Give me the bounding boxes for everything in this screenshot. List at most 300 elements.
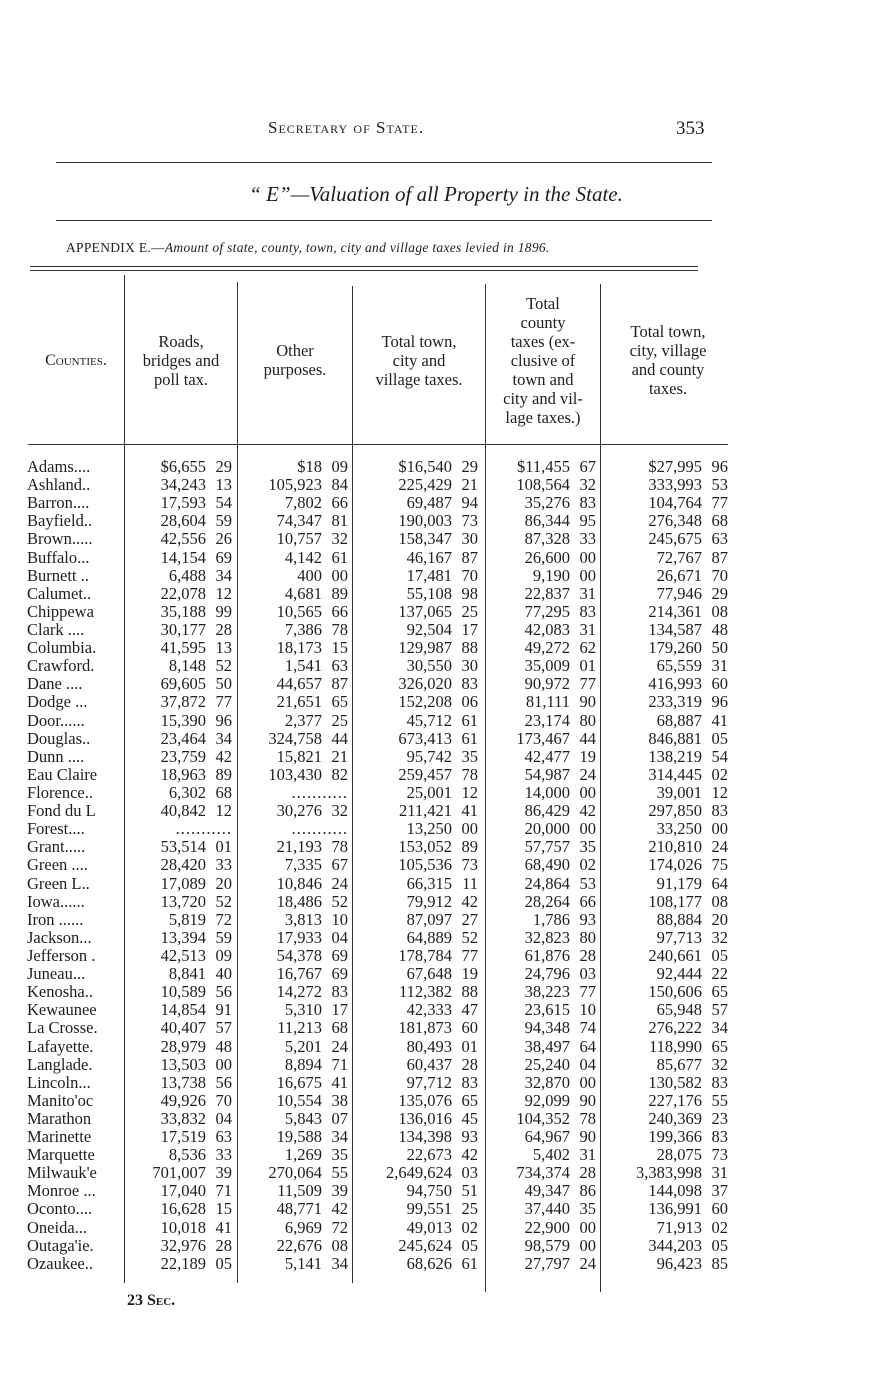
table-row <box>0 929 872 947</box>
total-value <box>657 567 728 585</box>
cents: 52 <box>461 927 478 947</box>
cents: 78 <box>331 837 348 857</box>
town-value <box>398 856 478 874</box>
other-value <box>277 1200 348 1218</box>
total-value <box>657 1001 728 1019</box>
county-name: Ashland.. <box>27 476 91 495</box>
total-value <box>657 929 728 947</box>
other-value <box>285 1219 348 1237</box>
dollars: 99,551 <box>406 1199 452 1219</box>
table-row <box>0 1019 872 1037</box>
dollars: $18 <box>297 457 322 476</box>
cents: 89 <box>461 837 478 857</box>
roads-value <box>161 1128 232 1146</box>
cents: 77 <box>579 674 596 694</box>
county-name: Milwauk'e <box>27 1164 97 1183</box>
dollars: 245,675 <box>648 529 702 549</box>
cents: 91 <box>215 1000 232 1020</box>
county-tax-value <box>525 712 596 730</box>
cents: 59 <box>215 927 232 947</box>
county-tax-value <box>525 1237 596 1255</box>
dollars: 33,832 <box>160 1108 206 1128</box>
dollars: 98,579 <box>524 1235 570 1255</box>
total-value <box>648 621 728 639</box>
other-value <box>277 693 348 711</box>
dollars: 28,979 <box>160 1036 206 1056</box>
dollars: 270,064 <box>268 1163 322 1183</box>
cents: 02 <box>711 1217 728 1237</box>
cents: 94 <box>461 493 478 513</box>
table-row <box>0 875 872 893</box>
town-value <box>398 530 478 548</box>
dollars: 4,142 <box>284 547 322 567</box>
other-value <box>277 530 348 548</box>
town-value <box>398 1110 478 1128</box>
roads-value <box>161 675 232 693</box>
dollars: 74,347 <box>276 511 322 531</box>
table-row <box>0 784 872 802</box>
cents: 24 <box>331 1036 348 1056</box>
county-tax-value <box>525 1038 596 1056</box>
dollars: 71,913 <box>656 1217 702 1237</box>
total-value <box>648 1200 728 1218</box>
roads-value <box>169 1146 232 1164</box>
dollars: 57,757 <box>524 837 570 857</box>
dollars: 66,315 <box>406 873 452 893</box>
dollars: 13,250 <box>406 819 452 839</box>
dollars: 276,348 <box>648 511 702 531</box>
roads-value <box>161 549 232 567</box>
total-value <box>648 1128 728 1146</box>
cents: 21 <box>331 746 348 766</box>
county-name: Marinette <box>27 1128 92 1147</box>
dollars: 54,378 <box>276 945 322 965</box>
cents: 01 <box>461 1036 478 1056</box>
cents: 50 <box>711 638 728 658</box>
other-value <box>285 1146 348 1164</box>
cents: 44 <box>579 728 596 748</box>
town-value <box>407 621 478 639</box>
county-name: Dodge ... <box>27 693 88 712</box>
dollars: 97,713 <box>656 927 702 947</box>
other-value <box>285 712 348 730</box>
header-county-tax <box>486 275 600 445</box>
dollars: 8,894 <box>284 1054 322 1074</box>
dollars: 88,884 <box>656 909 702 929</box>
town-value <box>386 1164 478 1182</box>
dollars: 17,933 <box>276 927 322 947</box>
dollars: 94,348 <box>524 1018 570 1038</box>
cents: 59 <box>215 511 232 531</box>
header-total <box>601 275 735 445</box>
total-value <box>657 875 728 893</box>
dollars: 86,429 <box>524 801 570 821</box>
dollars: 227,176 <box>648 1090 702 1110</box>
cents: 61 <box>331 547 348 567</box>
cents: 34 <box>331 1253 348 1273</box>
dollars: 276,222 <box>648 1018 702 1038</box>
other-value <box>285 1110 348 1128</box>
total-value <box>657 1056 728 1074</box>
cents: 68 <box>711 511 728 531</box>
dollars: 5,310 <box>284 1000 322 1020</box>
town-value <box>398 512 478 530</box>
dollars: 6,969 <box>284 1217 322 1237</box>
cents: 39 <box>331 1181 348 1201</box>
dollars: 210,810 <box>648 837 702 857</box>
county-name: Chippewa <box>27 602 94 621</box>
dollars: 344,203 <box>648 1235 702 1255</box>
cents: 51 <box>461 1181 478 1201</box>
other-value <box>285 911 348 929</box>
cents: 04 <box>215 1108 232 1128</box>
dollars: 96,423 <box>656 1253 702 1273</box>
cents: 77 <box>579 982 596 1002</box>
total-value <box>657 820 728 838</box>
county-tax-value <box>525 1219 596 1237</box>
other-value <box>285 1056 348 1074</box>
dollars: 44,657 <box>276 674 322 694</box>
cents: 61 <box>461 710 478 730</box>
roads-value <box>161 621 232 639</box>
cents: 39 <box>215 1163 232 1183</box>
cents: 93 <box>579 909 596 929</box>
header-other <box>238 275 352 445</box>
blank-leader: ........... <box>291 819 348 839</box>
town-value <box>407 911 478 929</box>
dollars: 14,854 <box>160 1000 206 1020</box>
county-tax-value <box>525 1200 596 1218</box>
county-name: Lincoln... <box>27 1073 91 1092</box>
total-value <box>648 1074 728 1092</box>
other-value <box>277 1182 348 1200</box>
town-value <box>407 1219 478 1237</box>
total-value <box>648 893 728 911</box>
cents: 73 <box>711 1145 728 1165</box>
table-row <box>0 1110 872 1128</box>
county-tax-value <box>525 1255 596 1273</box>
dollars: 297,850 <box>648 801 702 821</box>
cents: 56 <box>215 982 232 1002</box>
dollars: 85,677 <box>656 1054 702 1074</box>
town-value <box>407 929 478 947</box>
table-row <box>0 748 872 766</box>
dollars: 28,075 <box>656 1145 702 1165</box>
dollars: 134,398 <box>398 1127 452 1147</box>
header-county-tax-line: Total <box>526 293 560 313</box>
table-row <box>0 838 872 856</box>
county-tax-value <box>517 458 596 476</box>
cents: 63 <box>711 529 728 549</box>
county-name: Outaga'ie. <box>27 1236 94 1255</box>
cents: 56 <box>215 1072 232 1092</box>
roads-value <box>161 1038 232 1056</box>
cents: 31 <box>579 619 596 639</box>
dollars: 15,390 <box>160 710 206 730</box>
table-body <box>0 458 872 1273</box>
cents: 22 <box>711 964 728 984</box>
dollars: 69,487 <box>406 493 452 513</box>
cents: 35 <box>461 746 478 766</box>
dollars: 240,661 <box>648 945 702 965</box>
total-value <box>657 1146 728 1164</box>
dollars: 152,208 <box>398 692 452 712</box>
cents: 81 <box>331 511 348 531</box>
cents: 32 <box>711 1054 728 1074</box>
cents: 12 <box>215 801 232 821</box>
cents: 28 <box>215 619 232 639</box>
cents: 23 <box>711 1108 728 1128</box>
roads-value <box>161 1074 232 1092</box>
other-value <box>297 567 348 585</box>
county-name: Door...... <box>27 711 85 730</box>
cents: 00 <box>579 819 596 839</box>
total-value <box>636 1164 728 1182</box>
county-name: Manito'oc <box>27 1091 94 1110</box>
roads-value <box>152 1164 232 1182</box>
dollars: 190,003 <box>398 511 452 531</box>
table-row <box>0 621 872 639</box>
county-name: Kewaunee <box>27 1001 97 1020</box>
dollars: 10,589 <box>160 982 206 1002</box>
county-name: Calumet.. <box>27 584 92 603</box>
table-row <box>0 639 872 657</box>
cents: 02 <box>579 855 596 875</box>
cents: 06 <box>461 692 478 712</box>
header-county-tax-line: clusive of <box>510 350 576 370</box>
county-tax-value <box>525 585 596 603</box>
dollars: 11,509 <box>277 1181 322 1201</box>
county-name: Kenosha.. <box>27 983 93 1002</box>
town-value <box>407 784 478 802</box>
cents: 87 <box>711 547 728 567</box>
cents: 96 <box>711 457 728 476</box>
dollars: 734,374 <box>516 1163 570 1183</box>
total-value <box>657 1219 728 1237</box>
table-row <box>0 1056 872 1074</box>
county-tax-value <box>525 530 596 548</box>
table-row <box>0 1164 872 1182</box>
table-row <box>0 820 872 838</box>
cents: 67 <box>331 855 348 875</box>
dollars: 64,967 <box>524 1127 570 1147</box>
town-value <box>398 693 478 711</box>
table-row <box>0 965 872 983</box>
dollars: 13,738 <box>160 1072 206 1092</box>
cents: 24 <box>711 837 728 857</box>
cents: 04 <box>331 927 348 947</box>
dollars: 10,018 <box>160 1217 206 1237</box>
cents: 68 <box>215 782 232 802</box>
dollars: 3,383,998 <box>636 1163 702 1183</box>
cents: 87 <box>331 674 348 694</box>
dollars: 86,344 <box>524 511 570 531</box>
title-rule <box>56 220 712 221</box>
dollars: 701,007 <box>152 1163 206 1183</box>
dollars: 69,605 <box>160 674 206 694</box>
dollars: 134,587 <box>648 619 702 639</box>
dollars: 64,889 <box>406 927 452 947</box>
cents: 28 <box>215 1235 232 1255</box>
roads-value <box>161 693 232 711</box>
cents: 28 <box>461 1054 478 1074</box>
other-value <box>268 766 348 784</box>
town-value <box>407 875 478 893</box>
cents: 89 <box>331 583 348 603</box>
cents: 35 <box>579 837 596 857</box>
table-row <box>0 1001 872 1019</box>
dollars: 199,366 <box>648 1127 702 1147</box>
header-bottom-rule <box>28 444 728 445</box>
cents: 29 <box>215 457 232 476</box>
county-name: Marquette <box>27 1146 95 1165</box>
county-tax-value <box>525 1001 596 1019</box>
cents: 24 <box>579 1253 596 1273</box>
dollars: 37,440 <box>524 1199 570 1219</box>
dollars: 68,490 <box>524 855 570 875</box>
cents: 98 <box>461 583 478 603</box>
county-tax-value <box>525 675 596 693</box>
county-tax-value <box>525 820 596 838</box>
dollars: 23,464 <box>160 728 206 748</box>
cents: 30 <box>461 656 478 676</box>
cents: 63 <box>215 1127 232 1147</box>
cents: 87 <box>461 547 478 567</box>
dollars: 4,681 <box>284 583 322 603</box>
dollars: 28,604 <box>160 511 206 531</box>
county-tax-value <box>525 639 596 657</box>
county-name: Oconto.... <box>27 1200 93 1219</box>
county-tax-value <box>525 549 596 567</box>
dollars: 13,720 <box>160 891 206 911</box>
total-value <box>648 947 728 965</box>
dollars: 22,676 <box>276 1235 322 1255</box>
cents: 55 <box>711 1090 728 1110</box>
cents: 08 <box>711 891 728 911</box>
cents: 08 <box>331 1235 348 1255</box>
cents: 60 <box>711 674 728 694</box>
dollars: 25,001 <box>406 782 452 802</box>
dollars: 30,276 <box>276 801 322 821</box>
dollars: 48,771 <box>276 1199 322 1219</box>
town-value <box>398 1019 478 1037</box>
county-tax-value <box>516 1110 596 1128</box>
dollars: 136,991 <box>648 1199 702 1219</box>
dollars: 9,190 <box>532 565 570 585</box>
dollars: 105,536 <box>398 855 452 875</box>
cents: 08 <box>711 601 728 621</box>
dollars: 8,841 <box>168 964 206 984</box>
dollars: 245,624 <box>398 1235 452 1255</box>
cents: 70 <box>711 565 728 585</box>
table-row <box>0 549 872 567</box>
dollars: 3,813 <box>284 909 322 929</box>
dollars: 17,089 <box>160 873 206 893</box>
other-value <box>277 1092 348 1110</box>
dollars: 32,823 <box>524 927 570 947</box>
cents: 60 <box>461 1018 478 1038</box>
cents: 80 <box>579 710 596 730</box>
county-tax-value <box>533 567 596 585</box>
table-row <box>0 947 872 965</box>
dollars: 42,556 <box>160 529 206 549</box>
dollars: 1,786 <box>532 909 570 929</box>
dollars: 5,843 <box>284 1108 322 1128</box>
dollars: 174,026 <box>648 855 702 875</box>
cents: 21 <box>461 475 478 495</box>
cents: 03 <box>579 964 596 984</box>
roads-value <box>161 748 232 766</box>
dollars: 65,948 <box>656 1000 702 1020</box>
roads-value <box>169 784 232 802</box>
table-row <box>0 657 872 675</box>
table-row <box>0 1128 872 1146</box>
cents: 95 <box>579 511 596 531</box>
dollars: 314,445 <box>648 764 702 784</box>
total-value <box>648 1092 728 1110</box>
dollars: 22,078 <box>160 583 206 603</box>
county-tax-value <box>525 893 596 911</box>
cents: 45 <box>461 1108 478 1128</box>
dollars: 20,000 <box>524 819 570 839</box>
county-name: Crawford. <box>27 657 95 676</box>
dollars: 91,179 <box>656 873 702 893</box>
dollars: 108,177 <box>648 891 702 911</box>
other-value <box>277 893 348 911</box>
county-tax-value <box>516 730 596 748</box>
dollars: 5,201 <box>284 1036 322 1056</box>
total-value <box>648 856 728 874</box>
other-value <box>285 621 348 639</box>
cents: 83 <box>711 1127 728 1147</box>
table-row <box>0 856 872 874</box>
cents: 09 <box>331 457 348 476</box>
roads-value <box>161 494 232 512</box>
dollars: 18,173 <box>276 638 322 658</box>
dollars: 18,486 <box>276 891 322 911</box>
dollars: 130,582 <box>648 1072 702 1092</box>
dollars: 324,758 <box>268 728 322 748</box>
cents: 00 <box>579 1217 596 1237</box>
other-value <box>285 549 348 567</box>
dollars: 118,990 <box>648 1036 702 1056</box>
table-row <box>0 585 872 603</box>
dollars: 846,881 <box>648 728 702 748</box>
cents: 32 <box>711 927 728 947</box>
cents: 38 <box>331 1090 348 1110</box>
dollars: 49,926 <box>160 1090 206 1110</box>
cents: 84 <box>331 475 348 495</box>
other-value <box>285 1001 348 1019</box>
blank-leader: ........... <box>175 819 232 839</box>
document-title: “ E”—Valuation of all Property in the State. <box>249 182 623 206</box>
dollars: 30,550 <box>406 656 452 676</box>
cents: 65 <box>331 692 348 712</box>
roads-value <box>161 1001 232 1019</box>
town-value <box>398 766 478 784</box>
roads-value <box>161 838 232 856</box>
dollars: 10,846 <box>276 873 322 893</box>
dollars: 65,559 <box>656 656 702 676</box>
county-name: Brown..... <box>27 530 93 549</box>
cents: 57 <box>711 1000 728 1020</box>
cents: 89 <box>215 764 232 784</box>
cents: 83 <box>461 674 478 694</box>
cents: 41 <box>215 1217 232 1237</box>
cents: 05 <box>215 1253 232 1273</box>
other-value <box>268 1164 348 1182</box>
table-row <box>0 1255 872 1273</box>
